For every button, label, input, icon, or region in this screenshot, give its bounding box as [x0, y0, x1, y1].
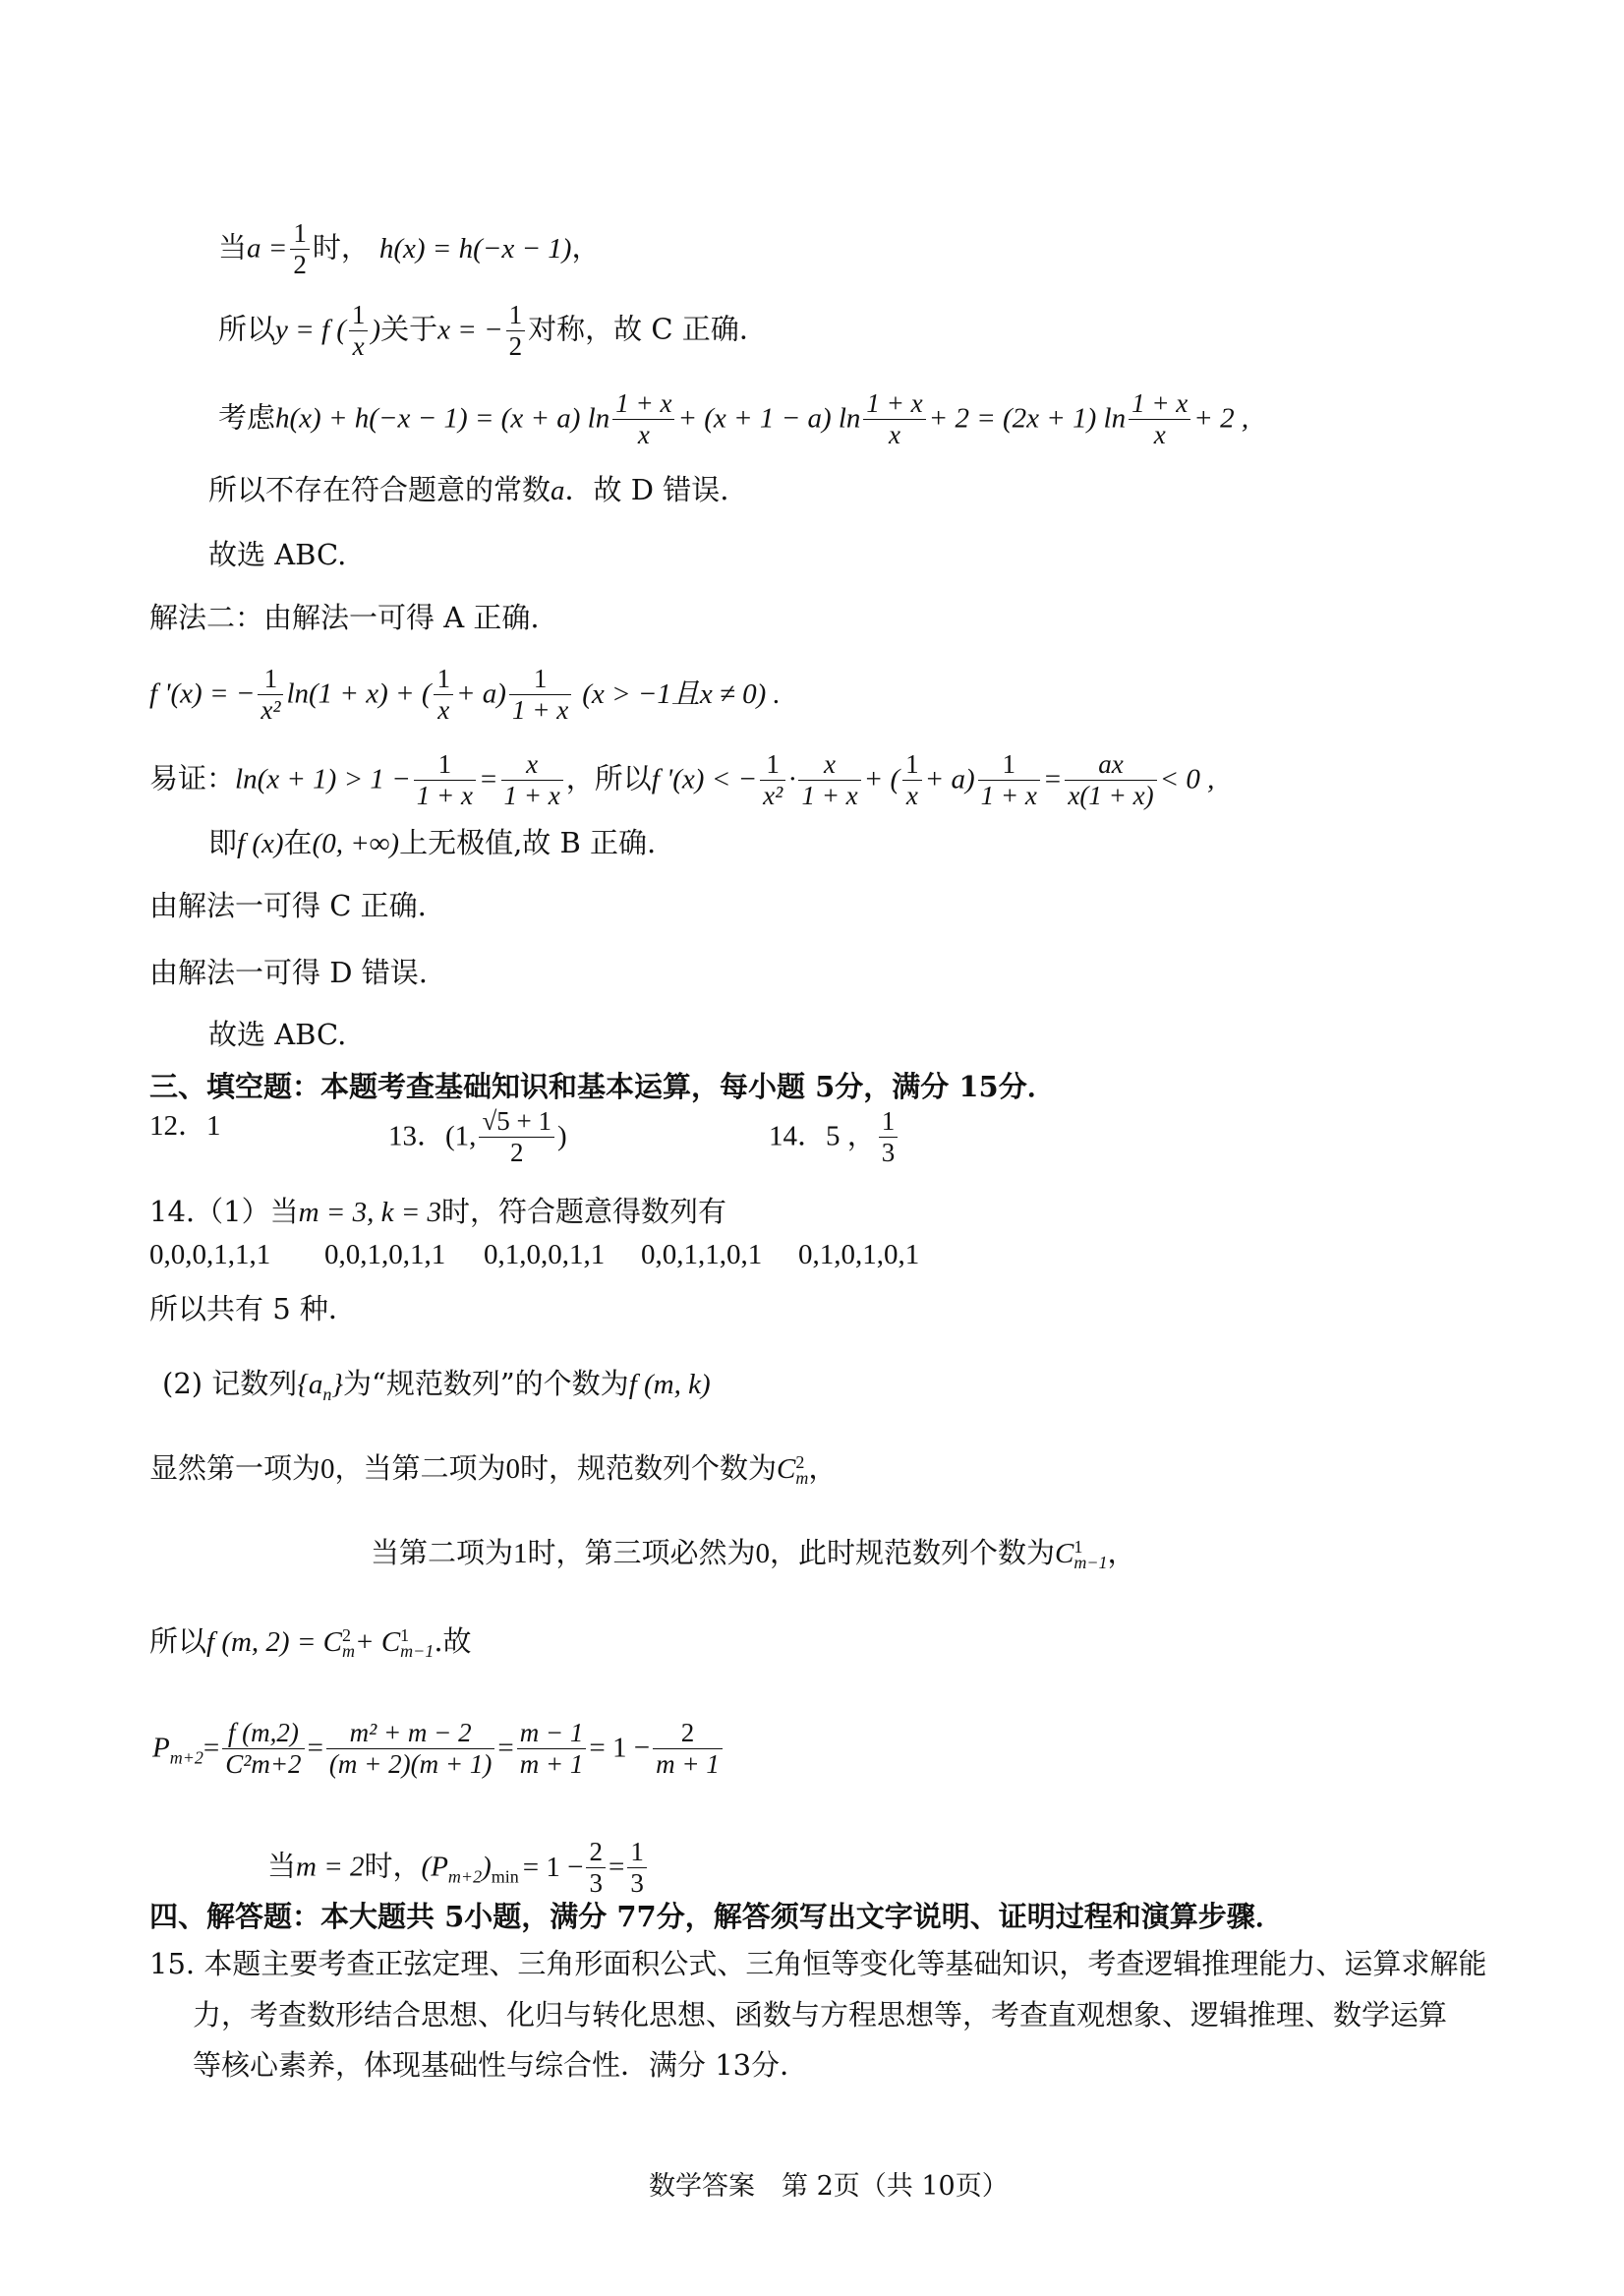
- fraction-3: $\frac{1}{2}$: [506, 300, 526, 362]
- fraction-20: $\frac{f (m,2)}{\text{C²m+2}}$: [222, 1718, 304, 1780]
- line-3: 考虑h(x) + h(−x − 1) = (x + a) ln $\frac{1 + x}{x}$ + (x + 1 − a) ln $\frac{1 + x}{x}$ + 2 = (2x + 1) ln $\frac{1 + x}{x}$ + 2 ,: [218, 388, 1249, 450]
- fraction-1: $\frac{1}{2}$: [290, 218, 310, 280]
- fraction-4: $\frac{1 + x}{x}$: [612, 388, 674, 450]
- line-7: f '(x) = − $\frac{1}{\text{x²}}$ ln(1 + x) + ( $\frac{1}{x}$ + a) $\frac{1}{1 + x}$ (x > −1且x ≠ 0) .: [149, 664, 781, 726]
- line-23: 当m = 2时，$(P_{m+2})_{min} = 1$ − $\frac{2}{3}$ = $\frac{1}{3}$: [267, 1837, 650, 1899]
- fraction-24: $\frac{2}{3}$: [586, 1837, 606, 1899]
- fraction-7: $\frac{1}{\text{x²}}$: [258, 664, 283, 726]
- section-heading-3: 三、填空题：本题考查基础知识和基本运算，每小题 5分，满分 15分．: [149, 1070, 1056, 1103]
- fraction-18: $\frac{√5 + 1}{2}$: [479, 1106, 554, 1168]
- fraction-22: $\frac{m - 1}{m + 1}$: [517, 1718, 587, 1780]
- line-5: 故选 ABC.: [208, 538, 347, 571]
- line-14: 12．1: [149, 1110, 221, 1142]
- line-4: 所以不存在符合题意的常数a．故 D 错误.: [208, 473, 729, 506]
- fraction-23: $\frac{2}{m + 1}$: [653, 1718, 723, 1780]
- fraction-9: $\frac{1}{1 + x}$: [509, 664, 571, 726]
- line-16-e: 0,1,0,1,0,1: [798, 1239, 920, 1270]
- line-1: 当a = $\frac{1}{2}$ 时， h(x) = h(−x − 1)，: [218, 218, 601, 280]
- line-6: 解法二：由解法一可得 A 正确.: [149, 601, 540, 634]
- line-20: 当第二项为1时，第三项必然为0，此时规范数列个数为C 1 m−1 ，: [371, 1536, 1136, 1573]
- line-16-c: 0,1,0,0,1,1: [484, 1239, 606, 1270]
- fraction-13: $\frac{1}{\text{x²}}$: [760, 749, 785, 811]
- line-14-q14: 14．5 ， $\frac{1}{3}$: [769, 1106, 900, 1168]
- line-27: 等核心素养，体现基础性与综合性．满分 13分．: [193, 2048, 809, 2082]
- line-17: 所以共有 5 种．: [149, 1292, 357, 1325]
- fraction-12: $\frac{x}{1 + x}$: [501, 749, 563, 811]
- line-16-b: 0,0,1,0,1,1: [324, 1239, 446, 1270]
- fraction-21: $\frac{\text{m² + m − 2}}{(m + 2)(m + 1)}$: [326, 1718, 494, 1780]
- fraction-6: $\frac{1 + x}{x}$: [1129, 388, 1190, 450]
- page-footer: 数学答案 第 2页（共 10页）: [649, 2171, 1009, 2202]
- line-12: 故选 ABC.: [208, 1018, 347, 1051]
- fraction-15: $\frac{1}{x}$: [902, 749, 922, 811]
- line-16: 0,0,0,1,1,1: [149, 1239, 271, 1270]
- fraction-5: $\frac{1 + x}{x}$: [863, 388, 925, 450]
- line-10: 由解法一可得 C 正确.: [149, 889, 427, 922]
- line-15: 14.（1）当m = 3, k = 3时，符合题意得数列有: [149, 1195, 727, 1228]
- line-18: (2) 记数列$\{a_n\}$为“规范数列”的个数为f (m, k): [162, 1367, 711, 1404]
- fraction-11: $\frac{1}{1 + x}$: [414, 749, 476, 811]
- line-25: 15. 本题主要考查正弦定理、三角形面积公式、三角恒等变化等基础知识，考查逻辑推理能力、运算求解能: [149, 1947, 1487, 1980]
- line-14-q13: 13．(1, $\frac{√5 + 1}{2}$ ): [388, 1106, 567, 1168]
- fraction-16: $\frac{1}{1 + x}$: [978, 749, 1040, 811]
- line-26: 力，考查数形结合思想、化归与转化思想、函数与方程思想等，考查直观想象、逻辑推理、数学运算: [193, 1998, 1448, 2031]
- line-22: $P_{m+2}=$ $\frac{f (m,2)}{\text{C²m+2}}$ = $\frac{\text{m² + m − 2}}{(m + 2)(m + 1)}$ = $\frac{m - 1}{m + 1}$ = 1 − $\frac{2}{m + 1}$: [152, 1718, 725, 1780]
- var-a: a =: [247, 232, 288, 265]
- line-11: 由解法一可得 D 错误.: [149, 956, 428, 989]
- fraction-2: $\frac{1}{x}$: [349, 300, 369, 362]
- fraction-17: $\frac{ax}{x(1 + x)}$: [1065, 749, 1156, 811]
- line-8: 易证：ln(x + 1) > 1 − $\frac{1}{1 + x}$ = $\frac{x}{1 + x}$ ，所以f '(x) < − $\frac{1}{\text{x²}}$ · $\frac{x}{1 + x}$ + ( $\frac{1}{x}$ + a) $\frac{1}{1 + x}$ = $\frac{ax}{x(1 + x)}$ < 0 ,: [149, 749, 1215, 811]
- line-2: 所以y = f ( $\frac{1}{x}$ )关于x = − $\frac{1}{2}$ 对称，故 C 正确.: [218, 300, 748, 362]
- line-21: 所以f (m, 2) = C 2 m + C 1 m−1 .故: [149, 1624, 472, 1662]
- fraction-14: $\frac{x}{1 + x}$: [798, 749, 860, 811]
- line-16-d: 0,0,1,1,0,1: [641, 1239, 763, 1270]
- line-19: 显然第一项为0，当第二项为0时，规范数列个数为C 2 m ，: [149, 1451, 838, 1489]
- fraction-19: $\frac{1}{3}$: [879, 1106, 899, 1168]
- line-9: 即f (x)在(0, +∞)上无极值,故 B 正确.: [208, 826, 657, 859]
- fraction-8: $\frac{1}{x}$: [434, 664, 453, 726]
- fraction-25: $\frac{1}{3}$: [627, 1837, 647, 1899]
- section-heading-4: 四、解答题：本大题共 5小题，满分 77分，解答须写出文字说明、证明过程和演算步骤．: [149, 1900, 1284, 1933]
